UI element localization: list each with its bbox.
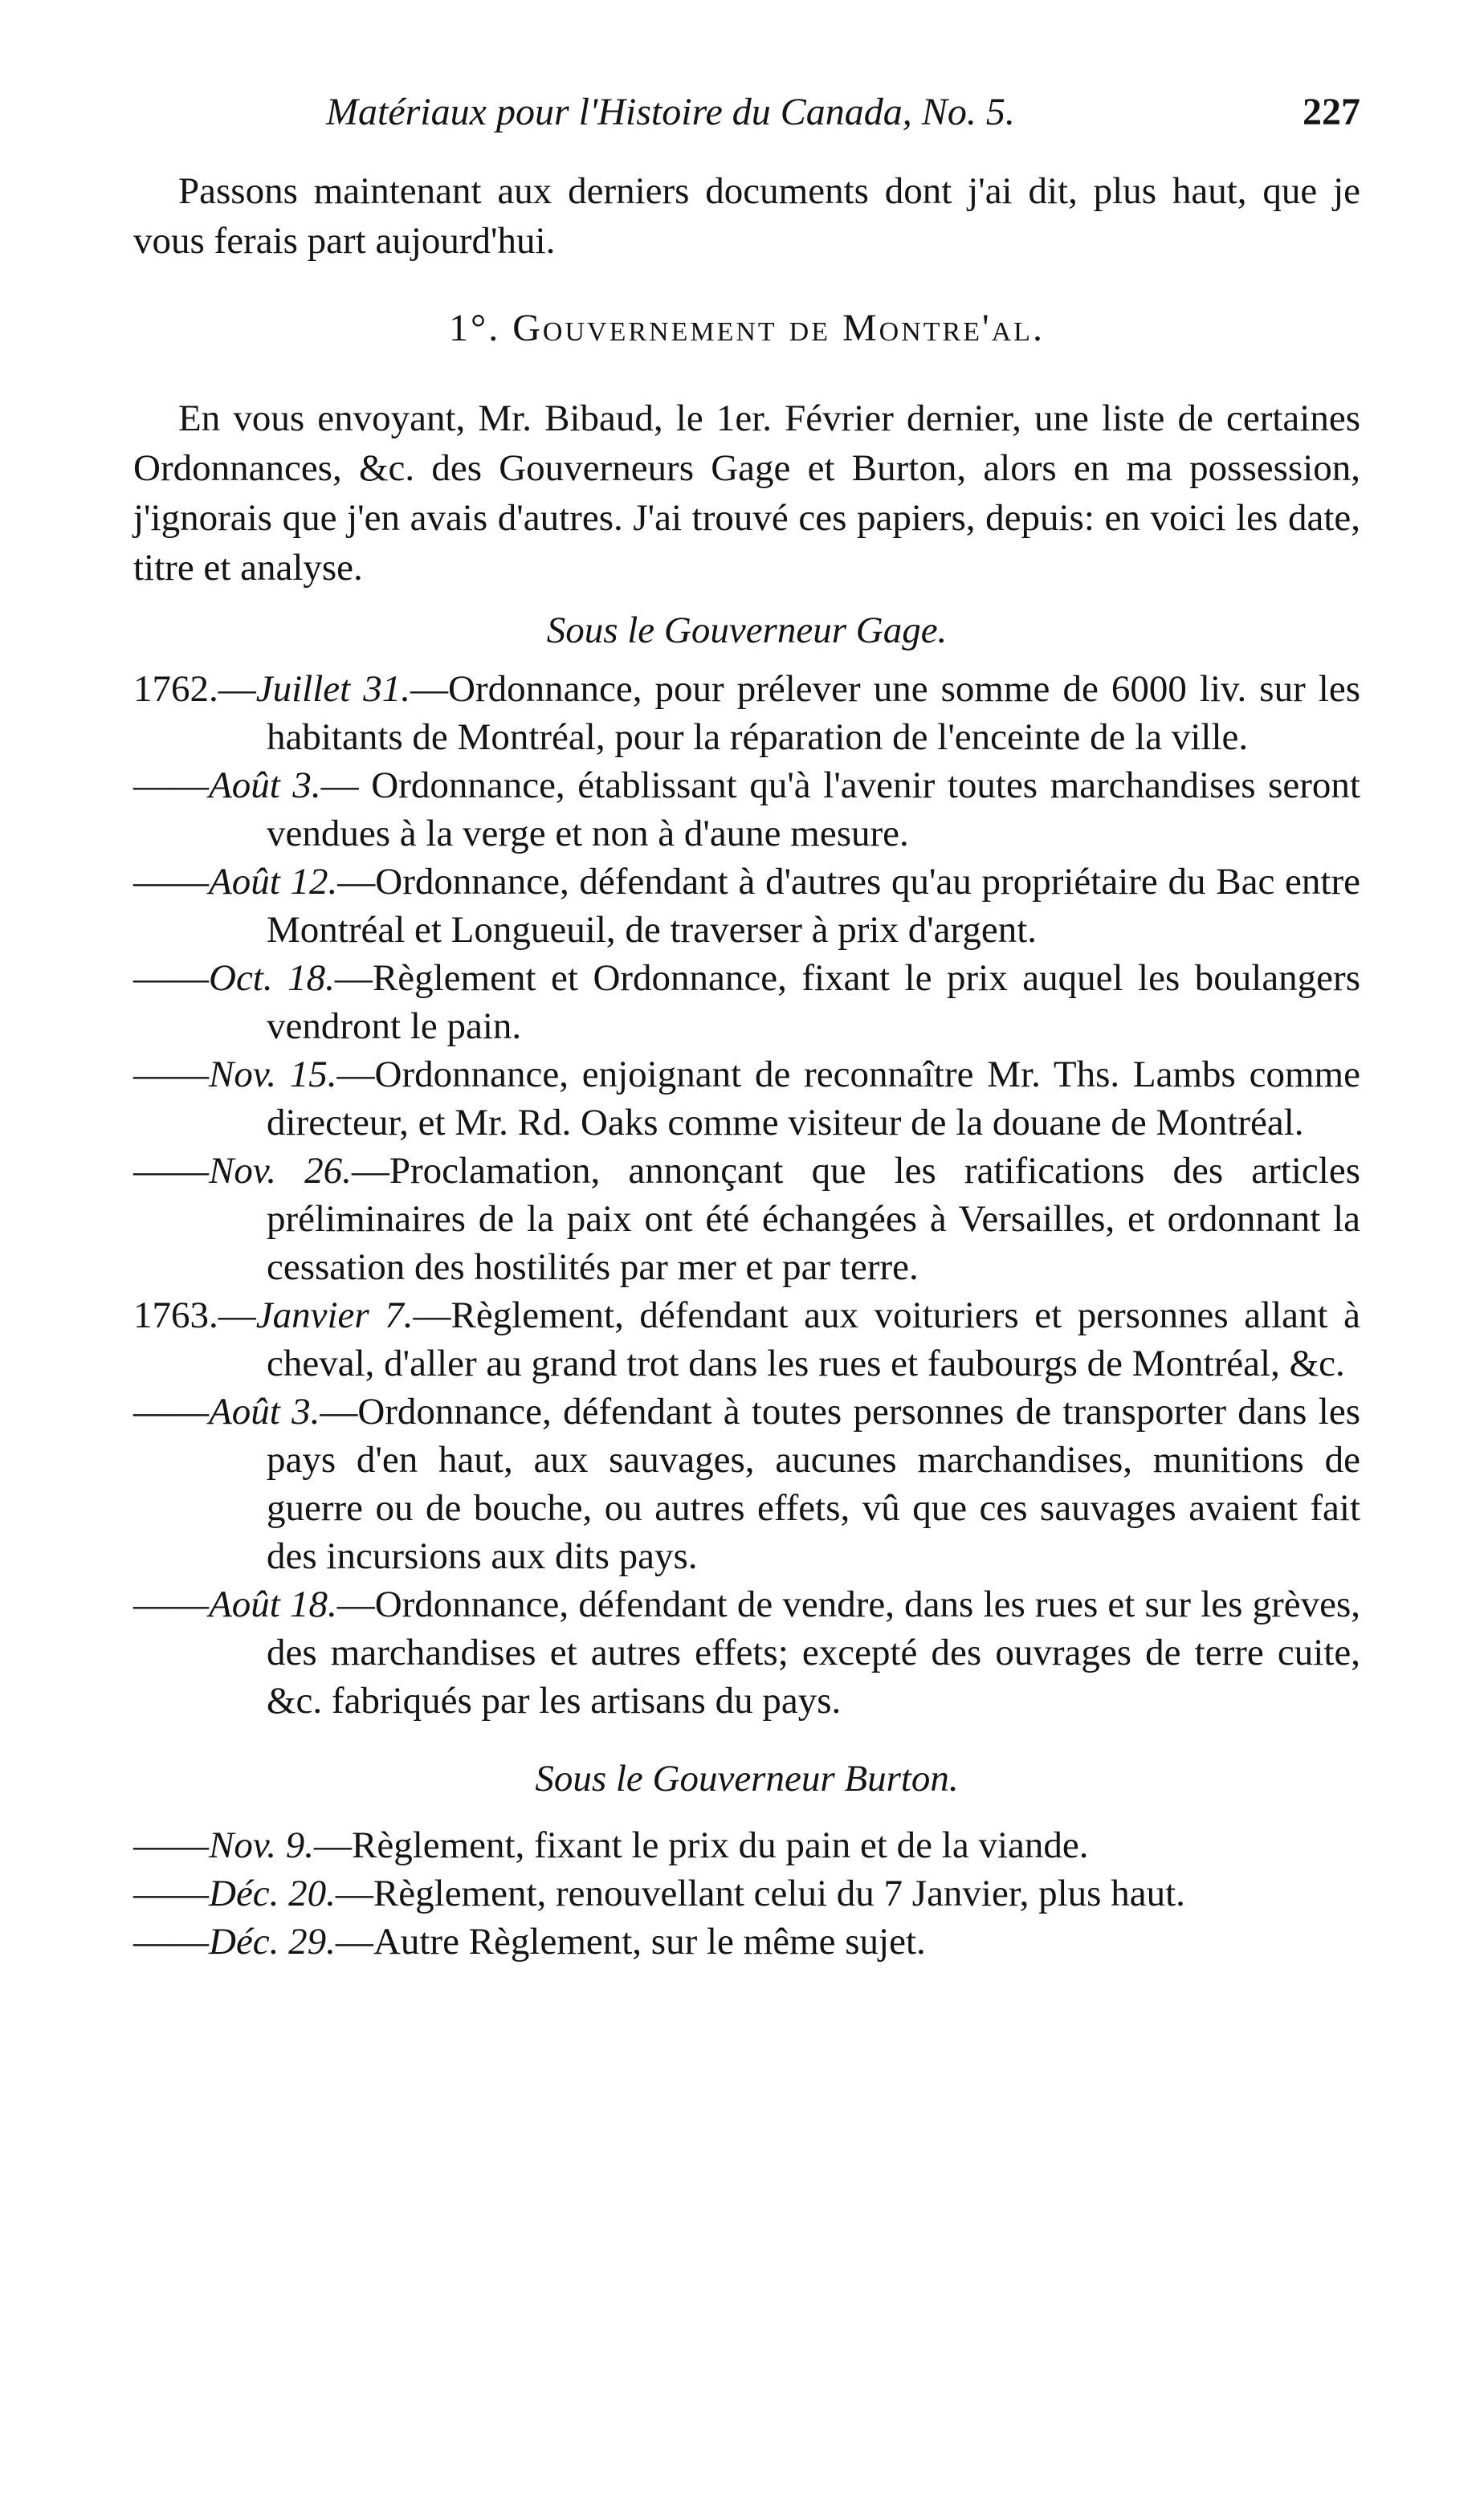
entry-date: Nov. 26. — [209, 1150, 352, 1192]
running-head — [133, 90, 1360, 134]
entry-text: — Ordonnance, établissant qu'à l'avenir toutes marchandises seront vendues à la verge et non à d'aune mesure. — [267, 764, 1360, 854]
page-number: 227 — [1303, 91, 1360, 133]
entry-text: —Règlement, fixant le prix du pain et de la viande. — [313, 1824, 1089, 1866]
running-title: Matériaux pour l'Histoire du Canada, No. 5. — [326, 91, 1015, 133]
entry-text: —Règlement, défendant aux voituriers et personnes allant à cheval, d'aller au grand trot dans les rues et faubourgs de Montréal, &c. — [267, 1294, 1360, 1384]
entry-date: Août 18. — [209, 1584, 337, 1625]
entry-date: Nov. 9. — [209, 1824, 314, 1866]
entry-text: —Ordonnance, pour prélever une somme de 6000 liv. sur les habitants de Montréal, pour la réparation de l'enceinte de la ville. — [267, 668, 1360, 758]
entry — [133, 1050, 1360, 1147]
entry-date: Janvier 7. — [255, 1294, 414, 1336]
paragraph-two: En vous envoyant, Mr. Bibaud, le 1er. Février dernier, une liste de certaines Ordonnances, &c. des Gouverneurs Gage et Burton, alors en ma possession, j'ignorais que j'en avais d'autres. J'ai trouvé ces papiers, depuis: en voici les date, titre et analyse. — [133, 397, 1360, 589]
entry — [133, 1388, 1360, 1580]
entry-dash: —— — [133, 957, 209, 999]
entry-dash: — — [218, 668, 256, 710]
section-heading: 1°. Gouvernement de Montre'al. — [449, 307, 1045, 349]
entries-gage — [133, 665, 1360, 1725]
entry — [133, 954, 1360, 1050]
entry-dash: —— — [133, 1921, 209, 1963]
entry-text: —Ordonnance, défendant à toutes personnes de transporter dans les pays d'en haut, aux sauvages, aucunes marchandises, munitions de guerre ou de bouche, ou autres effets, vû que ces sauvages avaient fait des incursions aux dits pays. — [267, 1391, 1360, 1577]
entry — [133, 1291, 1360, 1388]
entry-text: —Proclamation, annonçant que les ratifications des articles préliminaires de la paix ont été échangées à Versailles, et ordonnant la cessation des hostilités par mer et par terre. — [267, 1150, 1360, 1288]
entry-date: Juillet 31. — [255, 668, 411, 710]
entry-text: —Règlement et Ordonnance, fixant le prix auquel les boulangers vendront le pain. — [267, 957, 1360, 1047]
entry-dash: —— — [133, 764, 209, 806]
entry-dash: —— — [133, 1584, 209, 1625]
entry-text: —Ordonnance, enjoignant de reconnaître Mr. Ths. Lambs comme directeur, et Mr. Rd. Oaks comme visiteur de la douane de Montréal. — [267, 1054, 1360, 1143]
entry-date: Août 3. — [209, 764, 321, 806]
entry — [133, 1821, 1360, 1869]
entry — [133, 665, 1360, 761]
entry — [133, 858, 1360, 954]
subheading-burton: Sous le Gouverneur Burton. — [535, 1758, 959, 1800]
entry-dash: —— — [133, 1150, 209, 1192]
entry-dash: — — [218, 1294, 256, 1336]
entry-date: Oct. 18. — [209, 957, 335, 999]
entry-date: Nov. 15. — [209, 1054, 337, 1095]
intro-paragraph: Passons maintenant aux derniers documents dont j'ai dit, plus haut, que je vous ferais part aujourd'hui. — [133, 170, 1360, 262]
entry-date: Août 12. — [209, 861, 338, 903]
entry-dash: —— — [133, 1873, 209, 1914]
book-page — [0, 90, 1484, 2507]
entry — [133, 1147, 1360, 1291]
entry-year: 1763. — [133, 1294, 218, 1336]
entry-year: 1762. — [133, 668, 218, 710]
entry-date: Déc. 20. — [209, 1873, 336, 1914]
entry-text: —Autre Règlement, sur le même sujet. — [335, 1921, 926, 1963]
entry-dash: —— — [133, 1824, 209, 1866]
entry-dash: —— — [133, 1391, 209, 1433]
entry-dash: —— — [133, 1054, 209, 1095]
entry-text: —Ordonnance, défendant à d'autres qu'au propriétaire du Bac entre Montréal et Longueuil, de traverser à prix d'argent. — [267, 861, 1360, 951]
entry-dash: —— — [133, 861, 209, 903]
entry-date: Août 3. — [209, 1391, 320, 1433]
subheading-gage: Sous le Gouverneur Gage. — [546, 609, 948, 651]
entry-text: —Ordonnance, défendant de vendre, dans les rues et sur les grèves, des marchandises et autres effets; excepté des ouvrages de terre cuite, &c. fabriqués par les artisans du pays. — [267, 1584, 1360, 1722]
entry-date: Déc. 29. — [209, 1921, 336, 1963]
entry — [133, 761, 1360, 858]
entries-burton — [133, 1821, 1360, 1966]
entry — [133, 1918, 1360, 1966]
entry — [133, 1580, 1360, 1725]
entry — [133, 1869, 1360, 1918]
entry-text: —Règlement, renouvellant celui du 7 Janvier, plus haut. — [335, 1873, 1185, 1914]
